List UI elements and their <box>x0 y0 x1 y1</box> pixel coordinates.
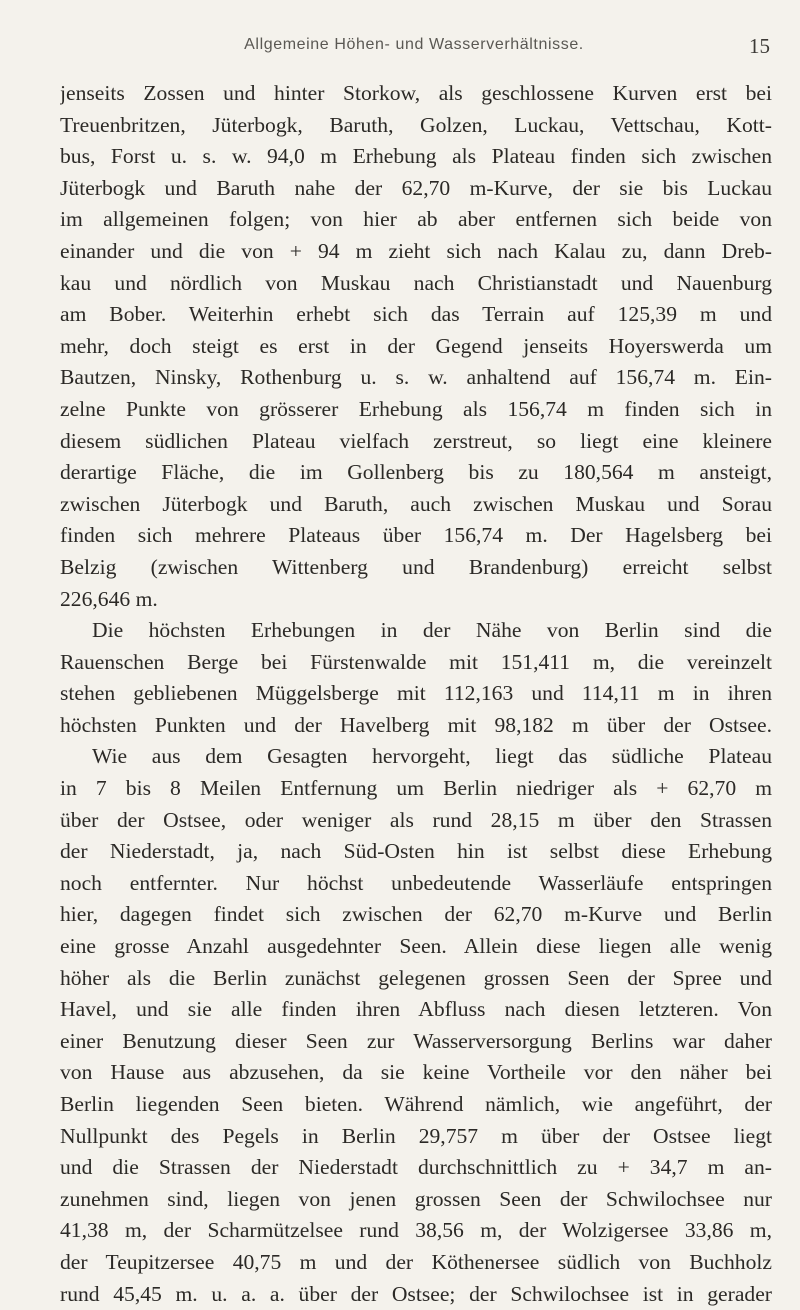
body-text <box>60 78 772 1310</box>
text-line: zwischen Jüterbogk und Baruth, auch zwischen Muskau und Sorau <box>60 491 772 516</box>
text-line: finden sich mehrere Plateaus über 156,74 m. Der Hagelsberg bei <box>60 523 772 548</box>
text-line: Treuenbritzen, Jüterbogk, Baruth, Golzen, Luckau, Vettschau, Kott- <box>60 112 772 137</box>
text-line: diesem südlichen Plateau vielfach zerstreut, so liegt eine kleinere <box>60 428 772 453</box>
text-line: im allgemeinen folgen; von hier ab aber entfernen sich beide von <box>60 207 772 232</box>
text-line: über der Ostsee, oder weniger als rund 28,15 m über den Strassen <box>60 807 772 832</box>
text-line: höher als die Berlin zunächst gelegenen grossen Seen der Spree und <box>60 965 772 990</box>
paragraph-end-line: 226,646 m. <box>60 586 158 611</box>
text-line: der Niederstadt, ja, nach Süd-Osten hin ist selbst diese Erhebung <box>60 839 772 864</box>
text-line: von Hause aus abzusehen, da sie keine Vortheile vor den näher bei <box>60 1060 772 1085</box>
text-line: der Teupitzersee 40,75 m und der Köthenersee südlich von Buchholz <box>60 1249 772 1274</box>
text-line: und die Strassen der Niederstadt durchschnittlich zu + 34,7 m an- <box>60 1155 772 1180</box>
text-line: kau und nördlich von Muskau nach Christianstadt und Nauenburg <box>60 270 772 295</box>
text-line: Jüterbogk und Baruth nahe der 62,70 m-Kurve, der sie bis Luckau <box>60 175 772 200</box>
text-line: Nullpunkt des Pegels in Berlin 29,757 m über der Ostsee liegt <box>60 1123 772 1148</box>
running-title: Allgemeine Höhen- und Wasserverhältnisse. <box>244 36 584 53</box>
text-line: Havel, und sie alle finden ihren Abfluss nach diesen letzteren. Von <box>60 997 772 1022</box>
paragraph-start-line: Wie aus dem Gesagten hervorgeht, liegt das südliche Plateau <box>92 744 772 769</box>
text-line: Rauenschen Berge bei Fürstenwalde mit 151,411 m, die vereinzelt <box>60 649 772 674</box>
text-line: Belzig (zwischen Wittenberg und Brandenburg) erreicht selbst <box>60 554 772 579</box>
text-line: einer Benutzung dieser Seen zur Wasserversorgung Berlins war daher <box>60 1028 772 1053</box>
text-line: stehen gebliebenen Müggelsberge mit 112,163 und 114,11 m in ihren <box>60 681 772 706</box>
text-line: am Bober. Weiterhin erhebt sich das Terrain auf 125,39 m und <box>60 302 772 327</box>
text-line: 41,38 m, der Scharmützelsee rund 38,56 m, der Wolzigersee 33,86 m, <box>60 1218 772 1243</box>
running-head <box>58 36 770 66</box>
text-line: zunehmen sind, liegen von jenen grossen Seen der Schwilochsee nur <box>60 1186 772 1211</box>
text-line: bus, Forst u. s. w. 94,0 m Erhebung als Plateau finden sich zwischen <box>60 144 772 169</box>
page-number: 15 <box>749 34 770 58</box>
text-line: einander und die von + 94 m zieht sich nach Kalau zu, dann Dreb- <box>60 238 772 263</box>
text-line: Berlin liegenden Seen bieten. Während nämlich, wie angeführt, der <box>60 1092 772 1116</box>
text-line: Bautzen, Ninsky, Rothenburg u. s. w. anhaltend auf 156,74 m. Ein- <box>60 365 772 390</box>
text-line: hier, dagegen findet sich zwischen der 62,70 m-Kurve und Berlin <box>60 902 772 927</box>
text-line: jenseits Zossen und hinter Storkow, als geschlossene Kurven erst bei <box>60 81 772 105</box>
text-line: zelne Punkte von grösserer Erhebung als 156,74 m finden sich in <box>60 396 772 421</box>
text-line: rund 45,45 m. u. a. a. über der Ostsee; der Schwilochsee ist in gerader <box>60 1281 772 1306</box>
text-line: noch entfernter. Nur höchst unbedeutende Wasserläufe entspringen <box>60 870 772 895</box>
text-line: derartige Fläche, die im Gollenberg bis zu 180,564 m ansteigt, <box>60 460 772 485</box>
text-line: mehr, doch steigt es erst in der Gegend jenseits Hoyerswerda um <box>60 333 772 358</box>
text-line: eine grosse Anzahl ausgedehnter Seen. Allein diese liegen alle wenig <box>60 934 772 959</box>
paragraph-start-line: Die höchsten Erhebungen in der Nähe von Berlin sind die <box>92 618 772 643</box>
text-line: in 7 bis 8 Meilen Entfernung um Berlin niedriger als + 62,70 m <box>60 776 772 801</box>
text-line: höchsten Punkten und der Havelberg mit 98,182 m über der Ostsee. <box>60 712 772 737</box>
